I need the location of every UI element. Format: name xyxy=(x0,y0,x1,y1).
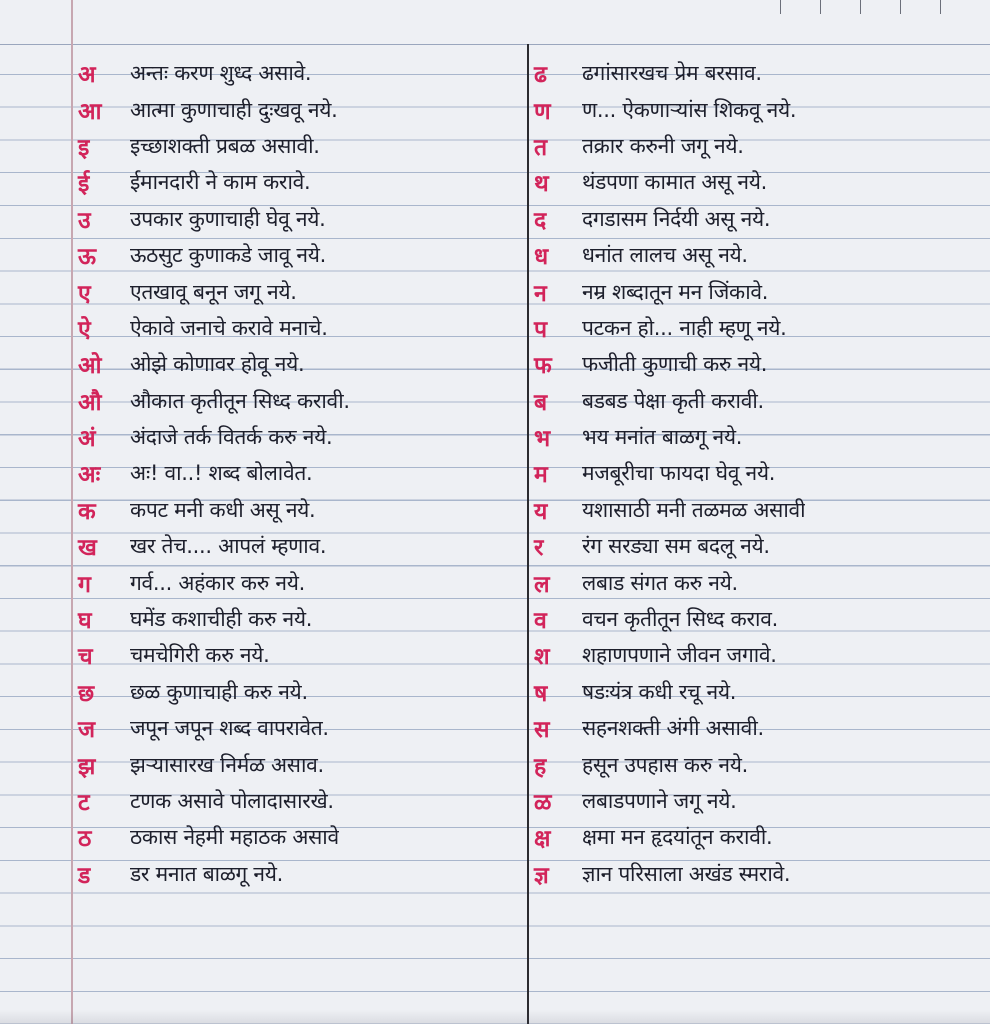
right-column-row xyxy=(534,492,986,528)
left-column-row xyxy=(78,273,522,309)
proverb-text: ऐकावे जनाचे करावे मनाचे. xyxy=(130,315,328,340)
alphabet-letter: ख xyxy=(78,535,97,562)
left-column-row xyxy=(78,601,522,637)
proverb-text: छळ कुणाचाही करु नये. xyxy=(130,679,308,704)
page-bottom-shadow xyxy=(0,1010,990,1024)
proverb-text: कपट मनी कधी असू नये. xyxy=(130,497,316,522)
left-column-row xyxy=(78,383,522,419)
left-column-row xyxy=(78,492,522,528)
left-column-row xyxy=(78,237,522,273)
alphabet-letter: क xyxy=(78,498,96,525)
proverb-text: औकात कृतीतून सिध्द करावी. xyxy=(130,388,350,413)
proverb-text: रंग सरड्या सम बदलू नये. xyxy=(582,534,770,559)
alphabet-letter: ह xyxy=(534,753,547,780)
proverb-text: षडःयंत्र कधी रचू नये. xyxy=(582,679,737,704)
proverb-text: इच्छाशक्ती प्रबळ असावी. xyxy=(130,133,320,158)
proverb-text: उपकार कुणाचाही घेवू नये. xyxy=(130,206,326,231)
alphabet-letter: ट xyxy=(78,790,90,816)
right-column-row xyxy=(534,55,986,91)
proverb-text: थंडपणा कामात असू नये. xyxy=(582,170,768,195)
proverb-text: ईमानदारी ने काम करावे. xyxy=(130,170,311,195)
proverb-text: धनांत लालच असू नये. xyxy=(582,243,748,268)
alphabet-letter: ध xyxy=(534,244,549,271)
left-column-row xyxy=(78,710,522,746)
right-column-list xyxy=(534,55,986,892)
alphabet-letter: अः xyxy=(78,462,101,489)
proverb-text: अन्तः करण शुध्द असावे. xyxy=(130,61,312,86)
alphabet-letter: ष xyxy=(534,680,548,707)
proverb-text: जपून जपून शब्द वापरावेत. xyxy=(130,716,329,741)
proverb-text: नम्र शब्दातून मन जिंकावे. xyxy=(582,279,769,304)
alphabet-letter: ण xyxy=(534,98,551,125)
header-tick xyxy=(820,0,821,14)
proverb-text: बडबड पेक्षा कृती करावी. xyxy=(582,388,764,413)
column-divider xyxy=(527,44,529,1024)
alphabet-letter: क्ष xyxy=(534,826,551,853)
right-column-row xyxy=(534,746,986,782)
alphabet-letter: च xyxy=(78,644,93,671)
left-column-row xyxy=(78,674,522,710)
proverb-text: सहनशक्ती अंगी असावी. xyxy=(582,716,764,741)
proverb-text: अंदाजे तर्क वितर्क करु नये. xyxy=(130,425,333,450)
proverb-text: गर्व... अहंकार करु नये. xyxy=(130,570,305,595)
right-column-row xyxy=(534,455,986,491)
header-tick xyxy=(780,0,781,14)
proverb-text: झऱ्यासारख निर्मळ असाव. xyxy=(130,752,324,777)
proverb-text: ण... ऐकणाऱ्यांस शिकवू नये. xyxy=(582,97,797,122)
proverb-text: दगडासम निर्दयी असू नये. xyxy=(582,206,771,231)
left-column-row xyxy=(78,128,522,164)
right-column-row xyxy=(534,674,986,710)
left-column-list xyxy=(78,55,522,892)
right-column-row xyxy=(534,637,986,673)
proverb-text: लबाड संगत करु नये. xyxy=(582,570,738,595)
right-column-row xyxy=(534,528,986,564)
right-column-row xyxy=(534,91,986,127)
right-column-row xyxy=(534,419,986,455)
proverb-text: आत्मा कुणाचाही दुःखवू नये. xyxy=(130,97,338,122)
alphabet-letter: प xyxy=(534,316,548,343)
left-column-row xyxy=(78,564,522,600)
proverb-text: अः! वा..! शब्द बोलावेत. xyxy=(130,461,313,486)
proverb-text: तक्रार करुनी जगू नये. xyxy=(582,133,744,158)
right-column-row xyxy=(534,783,986,819)
right-column-row xyxy=(534,164,986,200)
proverb-text: क्षमा मन हृदयांतून करावी. xyxy=(582,825,773,850)
proverb-text: ज्ञान परिसाला अखंड स्मरावे. xyxy=(582,861,791,886)
notebook-header-strip xyxy=(0,0,990,45)
alphabet-letter: उ xyxy=(78,207,91,234)
right-column-row xyxy=(534,128,986,164)
left-column-row xyxy=(78,164,522,200)
alphabet-letter: न xyxy=(534,280,547,307)
alphabet-letter: स xyxy=(534,717,550,744)
alphabet-letter: छ xyxy=(78,680,95,707)
proverb-text: ठकास नेहमी महाठक असावे xyxy=(130,825,339,850)
alphabet-letter: अं xyxy=(78,426,96,453)
right-column-row xyxy=(534,237,986,273)
proverb-text: एतखावू बनून जगू नये. xyxy=(130,279,297,304)
proverb-text: डर मनात बाळगू नये. xyxy=(130,861,283,886)
alphabet-letter: ळ xyxy=(534,790,552,816)
right-column-row xyxy=(534,819,986,855)
left-column-row xyxy=(78,419,522,455)
right-column-row xyxy=(534,710,986,746)
left-column-row xyxy=(78,346,522,382)
alphabet-letter: व xyxy=(534,608,547,635)
alphabet-letter: ज xyxy=(78,717,96,744)
proverb-text: टणक असावे पोलादासारखे. xyxy=(130,789,334,813)
right-column-row xyxy=(534,564,986,600)
alphabet-letter: श xyxy=(534,644,550,671)
alphabet-letter: इ xyxy=(78,134,90,161)
proverb-text: लबाडपणाने जगू नये. xyxy=(582,789,737,813)
right-column-row xyxy=(534,310,986,346)
proverb-text: मजबूरीचा फायदा घेवू नये. xyxy=(582,461,776,486)
proverb-text: ढगांसारखच प्रेम बरसाव. xyxy=(582,61,762,86)
right-column-row xyxy=(534,273,986,309)
right-column-row xyxy=(534,856,986,892)
proverb-text: घमेंड कशाचीही करु नये. xyxy=(130,607,313,632)
alphabet-letter: ठ xyxy=(78,826,92,853)
proverb-text: पटकन हो... नाही म्हणू नये. xyxy=(582,315,787,340)
proverb-text: ओझे कोणावर होवू नये. xyxy=(130,352,305,377)
proverb-text: यशासाठी मनी तळमळ असावी xyxy=(582,497,806,522)
alphabet-letter: घ xyxy=(78,608,92,635)
left-column-row xyxy=(78,91,522,127)
proverb-text: ऊठसुट कुणाकडे जावू नये. xyxy=(130,243,327,268)
left-column-row xyxy=(78,201,522,237)
alphabet-letter: ब xyxy=(534,389,548,416)
alphabet-letter: त xyxy=(534,134,548,161)
proverb-text: चमचेगिरी करु नये. xyxy=(130,643,270,668)
alphabet-letter: ड xyxy=(78,862,91,889)
alphabet-letter: अ xyxy=(78,62,96,89)
proverb-text: फजीती कुणाची करु नये. xyxy=(582,352,768,377)
header-tick xyxy=(940,0,941,14)
left-column-row xyxy=(78,528,522,564)
right-column-row xyxy=(534,201,986,237)
alphabet-letter: म xyxy=(534,462,548,489)
header-tick xyxy=(860,0,861,14)
alphabet-letter: फ xyxy=(534,353,552,380)
left-column-row xyxy=(78,310,522,346)
proverb-text: हसून उपहास करु नये. xyxy=(582,752,748,777)
alphabet-letter: झ xyxy=(78,753,96,780)
proverb-text: भय मनांत बाळगू नये. xyxy=(582,425,743,450)
left-margin-line xyxy=(71,0,73,1024)
right-column-row xyxy=(534,383,986,419)
left-column-row xyxy=(78,819,522,855)
alphabet-letter: ऊ xyxy=(78,244,97,271)
alphabet-letter: औ xyxy=(78,389,102,416)
alphabet-letter: आ xyxy=(78,98,102,125)
left-column-row xyxy=(78,637,522,673)
left-column-row xyxy=(78,746,522,782)
proverb-text: वचन कृतीतून सिध्द कराव. xyxy=(582,607,778,632)
alphabet-letter: ज्ञ xyxy=(534,862,549,889)
alphabet-letter: ई xyxy=(78,171,90,198)
right-column-row xyxy=(534,601,986,637)
alphabet-letter: ल xyxy=(534,571,550,598)
alphabet-letter: ग xyxy=(78,571,91,598)
proverb-text: शहाणपणाने जीवन जगावे. xyxy=(582,643,777,668)
proverb-text: खर तेच.... आपलं म्हणाव. xyxy=(130,534,327,559)
alphabet-letter: ओ xyxy=(78,353,102,380)
left-column-row xyxy=(78,783,522,819)
left-column-row xyxy=(78,55,522,91)
right-column-row xyxy=(534,346,986,382)
alphabet-letter: द xyxy=(534,207,547,234)
alphabet-letter: ए xyxy=(78,280,91,307)
left-column-row xyxy=(78,455,522,491)
alphabet-letter: य xyxy=(534,498,548,525)
alphabet-letter: ऐ xyxy=(78,316,91,343)
alphabet-letter: र xyxy=(534,535,544,562)
alphabet-letter: थ xyxy=(534,171,549,198)
alphabet-letter: ढ xyxy=(534,62,547,89)
alphabet-letter: भ xyxy=(534,426,551,453)
left-column-row xyxy=(78,856,522,892)
header-tick xyxy=(900,0,901,14)
